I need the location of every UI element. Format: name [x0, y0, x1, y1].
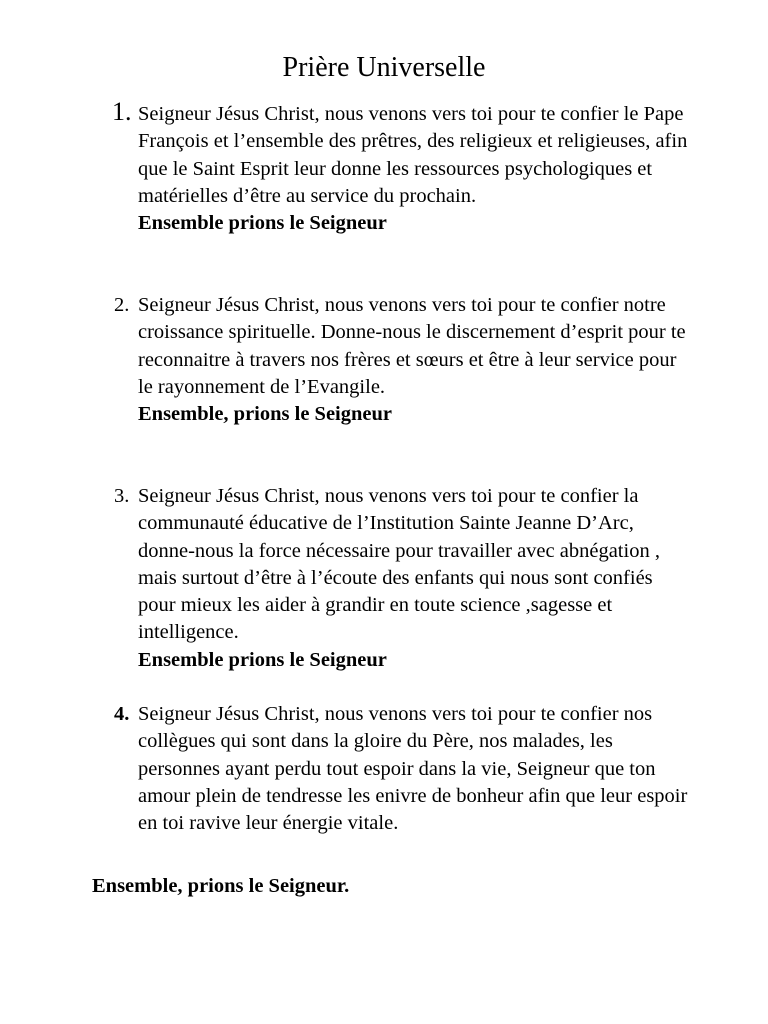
- prayer-refrain: Ensemble prions le Seigneur: [138, 212, 387, 235]
- prayer-text: Seigneur Jésus Christ, nous venons vers toi pour te confier nos collègues qui sont dans la gloire du Père, nos malades, les personnes ayant perdu tout espoir dans la vie, Seigneur que ton amour plein de tendresse les enivre de bonheur afin que leur espoir en toi ravive leur énergie vitale.: [138, 703, 688, 835]
- prayer-refrain: Ensemble prions le Seigneur: [138, 648, 387, 671]
- page-title: Prière Universelle: [282, 52, 486, 83]
- prayer-text: Seigneur Jésus Christ, nous venons vers toi pour te confier notre croissance spirituelle. Donne-nous le discernement d’esprit pour te reconnaitre à travers nos frères et sœurs et être à leur service pour le rayonnement de l’Evangile.: [138, 294, 686, 398]
- prayer-text: Seigneur Jésus Christ, nous venons vers toi pour te confier la communauté éducative de l’Institution Sainte Jeanne D’Arc, donne-nous la force nécessaire pour travailler avec abnégation , mais surtout d’être à l’écoute des enfants qui nous sont confiés pour mieux les aider à grandir en toute science ,sagesse et intelligence.: [138, 485, 660, 644]
- prayer-number: 4.: [114, 703, 130, 725]
- prayer-number: 1.: [112, 97, 132, 126]
- prayer-text: Seigneur Jésus Christ, nous venons vers toi pour te confier le Pape François et l’ensemble des prêtres, des religieux et religieuses, afin que le Saint Esprit leur donne les ressources psychologiques et matérielles d’être au service du prochain.: [138, 103, 688, 207]
- prayer-number: 2.: [114, 294, 130, 316]
- prayer-item-2: [114, 292, 688, 428]
- prayer-item-4: [114, 701, 688, 837]
- prayer-item-1: [112, 97, 688, 237]
- prayer-number: 3.: [114, 485, 130, 507]
- prayer-refrain: Ensemble, prions le Seigneur: [138, 403, 392, 426]
- closing-refrain: Ensemble, prions le Seigneur.: [92, 875, 350, 897]
- prayer-item-3: [114, 483, 688, 674]
